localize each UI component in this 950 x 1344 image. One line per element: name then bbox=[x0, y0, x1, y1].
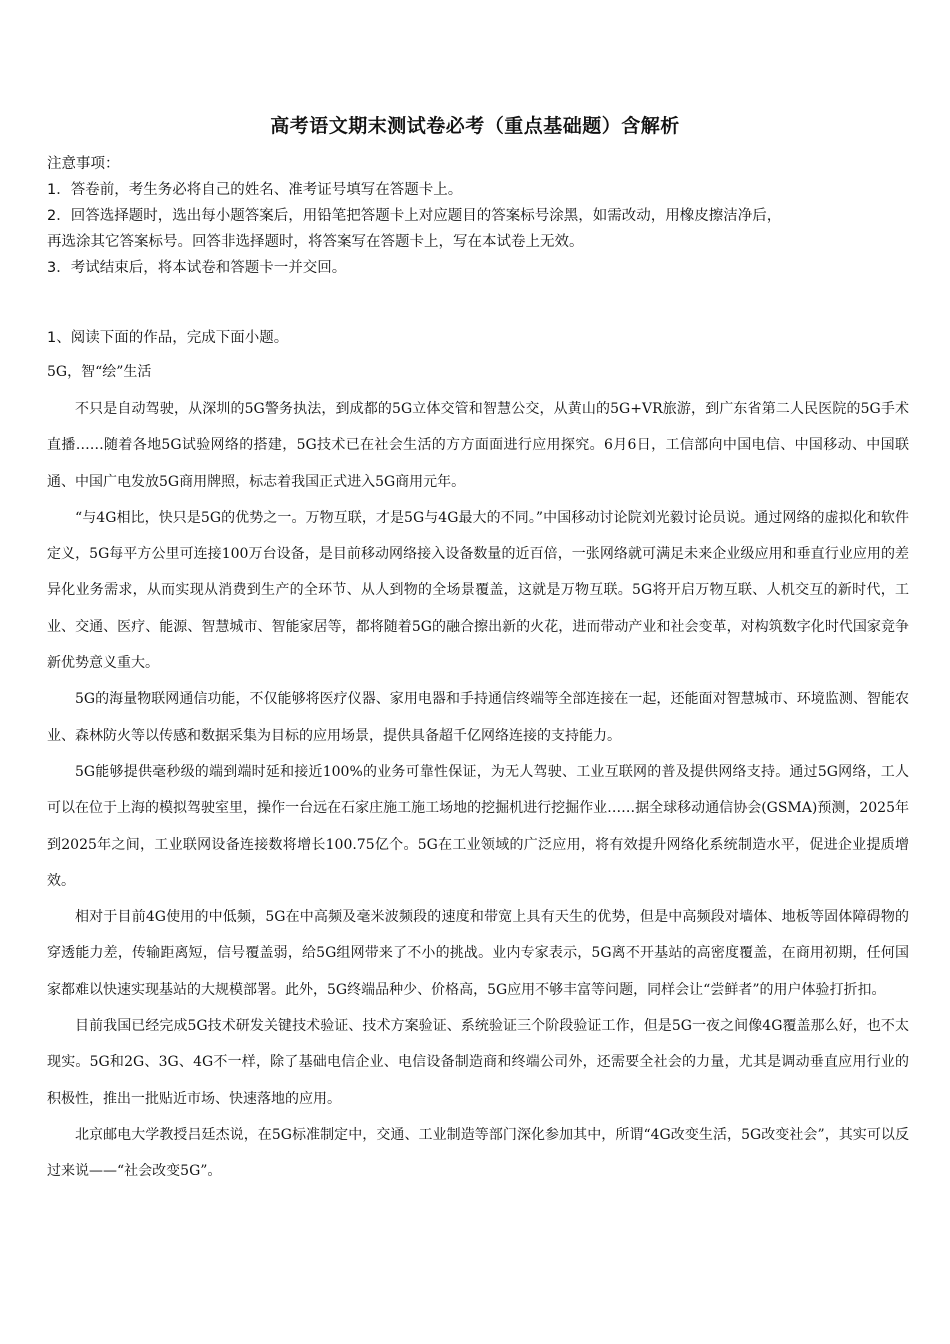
article-paragraph: 5G的海量物联网通信功能，不仅能够将医疗仪器、家用电器和手持通信终端等全部连接在一起，还能面对智慧城市、环境监测、智能农业、森林防火等以传感和数据采集为目标的应用场景，提供具备超千亿网络连接的支持能力。 bbox=[47, 691, 909, 744]
notice-section bbox=[47, 151, 907, 281]
notice-heading: 注意事项： bbox=[47, 156, 120, 172]
notice-item: 3．考试结束后，将本试卷和答题卡一并交回。 bbox=[47, 260, 347, 276]
article-paragraph: 北京邮电大学教授吕廷杰说，在5G标准制定中，交通、工业制造等部门深化参加其中，所谓“4G改变生活，5G改变社会”，其实可以反过来说——“社会改变5G”。 bbox=[47, 1126, 909, 1180]
article-paragraph: 5G能够提供毫秒级的端到端时延和接近100%的业务可靠性保证，为无人驾驶、工业互联网的普及提供网络支持。通过5G网络，工人可以在位于上海的模拟驾驶室里，操作一台远在石家庄施工施工场地的挖掘机进行挖掘作业……据全球移动通信协会(GSMA)预测，2025年到2025年之间，工业联网设备连接数将增长100.75亿个。5G在工业领域的广泛应用，将有效提升网络化系统制造水平，促进企业提质增效。 bbox=[47, 763, 909, 889]
question-prompt: 1、阅读下面的作品，完成下面小题。 bbox=[47, 330, 289, 346]
article-paragraph: 目前我国已经完成5G技术研发关键技术验证、技术方案验证、系统验证三个阶段验证工作，但是5G一夜之间像4G覆盖那么好，也不太现实。5G和2G、3G、4G不一样，除了基础电信企业、电信设备制造商和终端公司外，还需要全社会的力量，尤其是调动垂直应用行业的积极性，推出一批贴近市场、快速落地的应用。 bbox=[47, 1018, 909, 1107]
notice-item: 再选涂其它答案标号。回答非选择题时，将答案写在答题卡上，写在本试卷上无效。 bbox=[47, 234, 584, 250]
article-body bbox=[47, 391, 909, 1190]
notice-item: 1．答卷前，考生务必将自己的姓名、准考证号填写在答题卡上。 bbox=[47, 182, 463, 198]
notice-item: 2．回答选择题时，选出每小题答案后，用铅笔把答题卡上对应题目的答案标号涂黑，如需改动，用橡皮擦洁净后， bbox=[47, 208, 782, 224]
document-title: 高考语文期末测试卷必考（重点基础题）含解析 bbox=[270, 115, 680, 137]
article-paragraph: 不只是自动驾驶，从深圳的5G警务执法，到成都的5G立体交管和智慧公交，从黄山的5G+VR旅游，到广东省第二人民医院的5G手术直播……随着各地5G试验网络的搭建，5G技术已在社会生活的方方面面进行应用探究。6月6日，工信部向中国电信、中国移动、中国联通、中国广电发放5G商用牌照，标志着我国正式进入5G商用元年。 bbox=[47, 401, 909, 490]
article-paragraph: “与4G相比，快只是5G的优势之一。万物互联，才是5G与4G最大的不同。”中国移动讨论院刘光毅讨论员说。通过网络的虚拟化和软件定义，5G每平方公里可连接100万台设备，是目前移动网络接入设备数量的近百倍，一张网络就可满足未来企业级应用和垂直行业应用的差异化业务需求，从而实现从消费到生产的全环节、从人到物的全场景覆盖，这就是万物互联。5G将开启万物互联、人机交互的新时代，工业、交通、医疗、能源、智慧城市、智能家居等，都将随着5G的融合擦出新的火花，进而带动产业和社会变革，对构筑数字化时代国家竞争新优势意义重大。 bbox=[47, 509, 909, 672]
article-paragraph: 相对于目前4G使用的中低频，5G在中高频及毫米波频段的速度和带宽上具有天生的优势，但是中高频段对墙体、地板等固体障碍物的穿透能力差，传输距离短，信号覆盖弱，给5G组网带来了不小的挑战。业内专家表示，5G离不开基站的高密度覆盖，在商用初期，任何国家都难以快速实现基站的大规模部署。此外，5G终端品种少、价格高，5G应用不够丰富等问题，同样会让“尝鲜者”的用户体验打折扣。 bbox=[47, 909, 909, 998]
article-title: 5G，智“绘”生活 bbox=[47, 364, 152, 380]
